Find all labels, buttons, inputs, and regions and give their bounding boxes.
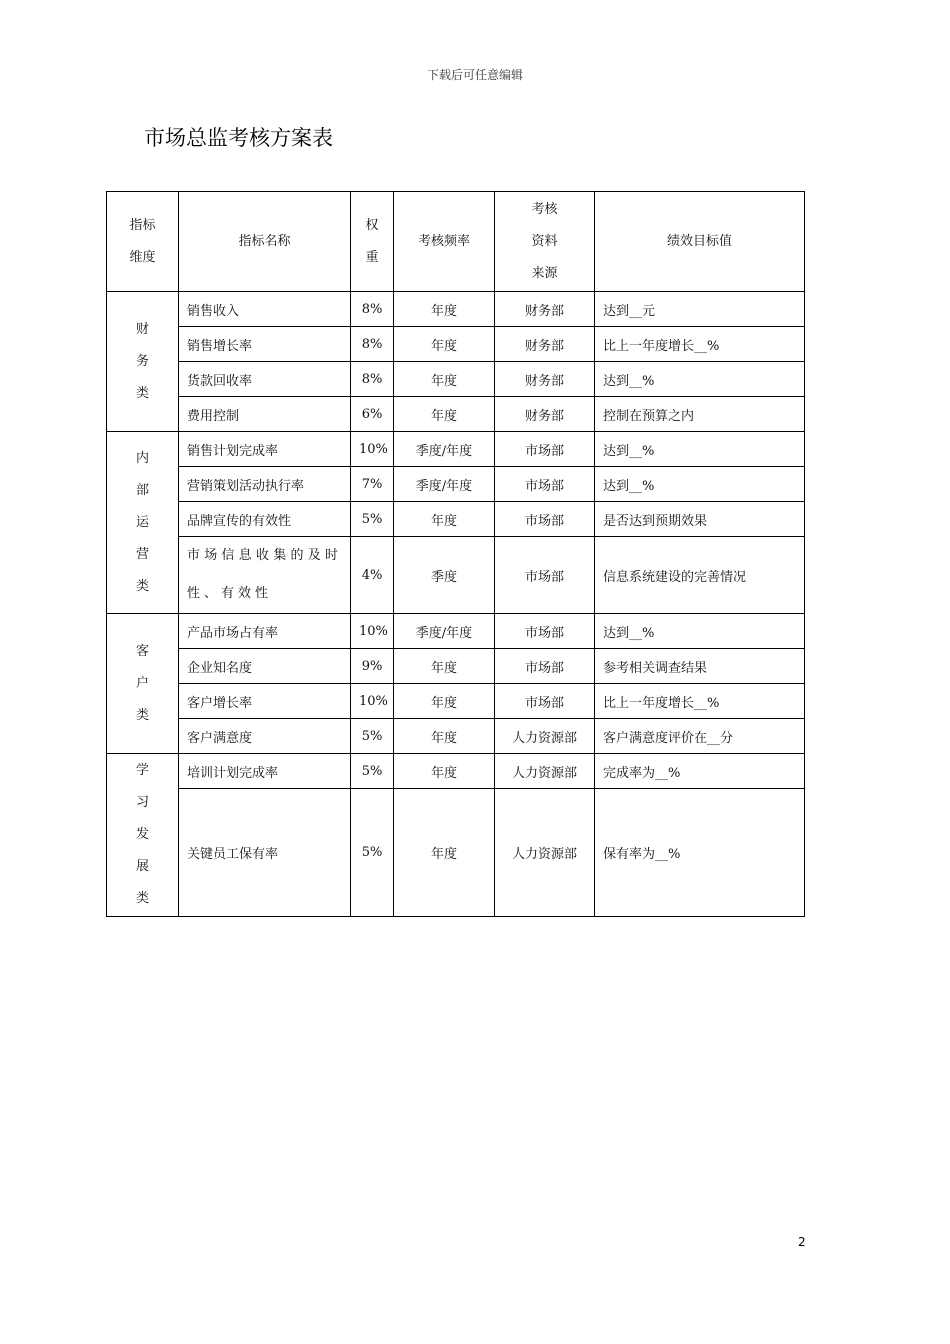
frequency-cell: 季度/年度 [394,467,495,502]
header-name: 指标名称 [179,192,351,292]
target-cell: 达到__元 [595,292,805,327]
weight-cell: 5% [351,754,394,789]
page-number: 2 [798,1235,806,1249]
table-row [107,432,805,467]
weight-cell: 8% [351,327,394,362]
weight-cell: 5% [351,502,394,537]
source-cell: 市场部 [495,467,595,502]
indicator-name-cell: 品牌宣传的有效性 [179,502,351,537]
dimension-cell-finance: 财 务 类 [107,292,179,432]
target-cell: 控制在预算之内 [595,397,805,432]
table-row [107,502,805,537]
indicator-name-cell: 客户增长率 [179,684,351,719]
source-cell: 市场部 [495,684,595,719]
target-cell: 达到__% [595,362,805,397]
weight-cell: 10% [351,684,394,719]
target-cell: 完成率为__% [595,754,805,789]
source-cell: 市场部 [495,502,595,537]
table-row [107,362,805,397]
frequency-cell: 年度 [394,754,495,789]
indicator-name-cell: 培训计划完成率 [179,754,351,789]
source-cell: 财务部 [495,292,595,327]
frequency-cell: 年度 [394,719,495,754]
frequency-cell: 季度 [394,537,495,614]
frequency-cell: 季度/年度 [394,614,495,649]
source-cell: 财务部 [495,327,595,362]
source-cell: 财务部 [495,397,595,432]
target-cell: 达到__% [595,432,805,467]
source-cell: 财务部 [495,362,595,397]
frequency-cell: 年度 [394,292,495,327]
weight-cell: 9% [351,649,394,684]
table-row [107,789,805,917]
target-cell: 参考相关调查结果 [595,649,805,684]
table-row [107,327,805,362]
target-cell: 信息系统建设的完善情况 [595,537,805,614]
target-cell: 客户满意度评价在__分 [595,719,805,754]
target-cell: 达到__% [595,467,805,502]
weight-cell: 10% [351,432,394,467]
header-dimension: 指标 维度 [107,192,179,292]
source-cell: 市场部 [495,432,595,467]
header-frequency: 考核频率 [394,192,495,292]
table-row [107,719,805,754]
table-row [107,754,805,789]
table-row [107,292,805,327]
target-cell: 比上一年度增长__% [595,684,805,719]
weight-cell: 8% [351,292,394,327]
table-row [107,467,805,502]
weight-cell: 7% [351,467,394,502]
table-row [107,537,805,614]
header-weight: 权 重 [351,192,394,292]
indicator-name-cell: 销售收入 [179,292,351,327]
header-source: 考核 资料 来源 [495,192,595,292]
source-cell: 人力资源部 [495,789,595,917]
dimension-cell-learning: 学 习 发 展 类 [107,754,179,917]
table-body [107,292,805,917]
header-target: 绩效目标值 [595,192,805,292]
frequency-cell: 年度 [394,684,495,719]
weight-cell: 8% [351,362,394,397]
frequency-cell: 年度 [394,362,495,397]
indicator-name-cell: 销售增长率 [179,327,351,362]
table-row [107,614,805,649]
indicator-name-cell: 销售计划完成率 [179,432,351,467]
target-cell: 达到__% [595,614,805,649]
dimension-cell-customer: 客 户 类 [107,614,179,754]
frequency-cell: 年度 [394,649,495,684]
table-row [107,649,805,684]
indicator-name-cell: 费用控制 [179,397,351,432]
frequency-cell: 年度 [394,789,495,917]
table-row [107,397,805,432]
frequency-cell: 年度 [394,397,495,432]
target-cell: 保有率为__% [595,789,805,917]
source-cell: 人力资源部 [495,719,595,754]
indicator-name-cell: 产品市场占有率 [179,614,351,649]
frequency-cell: 季度/年度 [394,432,495,467]
weight-cell: 4% [351,537,394,614]
weight-cell: 6% [351,397,394,432]
weight-cell: 5% [351,719,394,754]
target-cell: 比上一年度增长__% [595,327,805,362]
frequency-cell: 年度 [394,327,495,362]
source-cell: 市场部 [495,649,595,684]
indicator-name-cell: 市场信息收集的及时性、有效性 [179,537,351,614]
table-row [107,684,805,719]
indicator-name-cell: 关键员工保有率 [179,789,351,917]
dimension-cell-operations: 内 部 运 营 类 [107,432,179,614]
indicator-name-cell: 货款回收率 [179,362,351,397]
target-cell: 是否达到预期效果 [595,502,805,537]
source-cell: 人力资源部 [495,754,595,789]
weight-cell: 5% [351,789,394,917]
source-cell: 市场部 [495,537,595,614]
frequency-cell: 年度 [394,502,495,537]
indicator-name-cell: 企业知名度 [179,649,351,684]
source-cell: 市场部 [495,614,595,649]
table-header-row [107,192,805,292]
header-note: 下载后可任意编辑 [426,68,523,82]
indicator-name-cell: 客户满意度 [179,719,351,754]
indicator-name-cell: 营销策划活动执行率 [179,467,351,502]
kpi-table [106,191,805,917]
page-title: 市场总监考核方案表 [144,126,333,150]
weight-cell: 10% [351,614,394,649]
